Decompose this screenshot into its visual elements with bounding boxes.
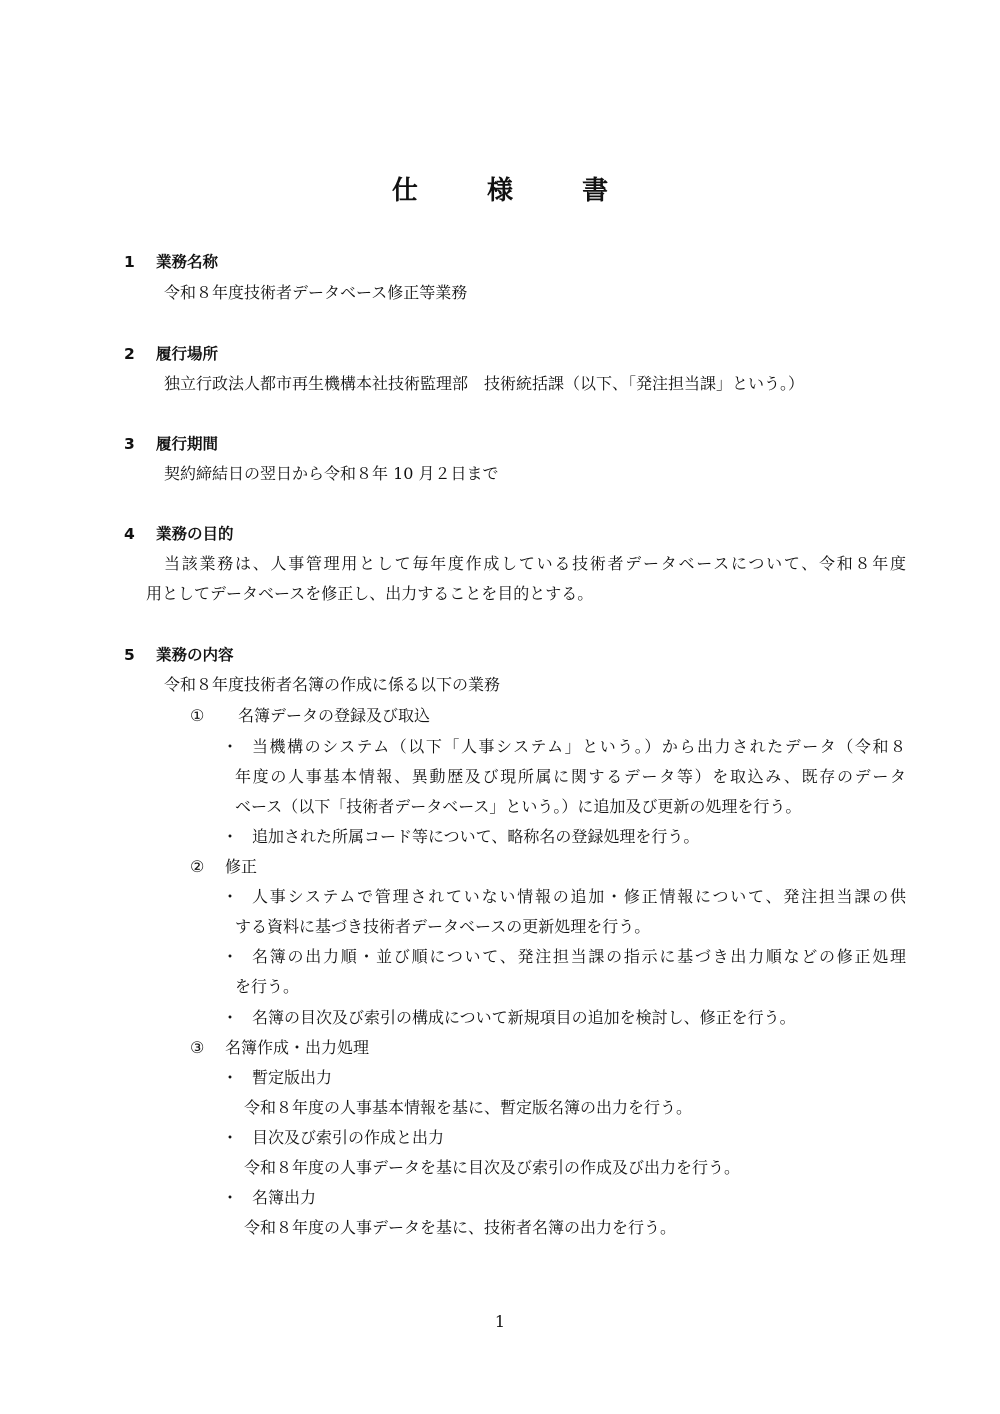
section-number: 3 [124,435,135,453]
sub3-bullet1-body: 令和８年度の人事基本情報を基に、暫定版名簿の出力を行う。 [244,1098,693,1117]
subsection-marker-2: ② [190,857,205,876]
section-heading-3 [124,434,218,454]
bullet-mark: ・ [222,737,239,756]
sub1-bullet2: 追加された所属コード等について、略称名の登録処理を行う。 [252,827,700,846]
section-title: 業務名称 [156,253,219,271]
title-char: 様 [486,176,513,206]
section-heading-4 [124,524,234,544]
subsection-marker-1: ① [190,706,205,725]
section-number: 2 [124,345,135,363]
sub2-bullet2-line1: 名簿の出力順・並び順について、発注担当課の指示に基づき出力順などの修正処理 [252,947,906,966]
sub1-bullet1-line1: 当機構のシステム（以下「人事システム」という。）から出力されたデータ（令和８ [252,737,906,756]
section-3-body: 契約締結日の翌日から令和８年 10 月２日まで [164,464,499,483]
section-heading-5 [124,645,234,665]
bullet-mark: ・ [222,947,239,966]
sub2-bullet2-line2: を行う。 [235,977,300,996]
bullet-mark: ・ [222,1068,239,1087]
sub2-bullet1-line2: する資料に基づき技術者データベースの更新処理を行う。 [235,917,651,936]
section-heading-1 [124,252,218,272]
sub1-bullet1-line2: 年度の人事基本情報、異動歴及び現所属に関するデータ等）を取込み、既存のデータ [235,767,906,786]
section-4-body-line-2: 用としてデータベースを修正し、出力することを目的とする。 [146,584,594,603]
section-title: 業務の内容 [156,646,234,664]
sub3-bullet2-title: 目次及び索引の作成と出力 [252,1128,445,1147]
section-number: 4 [124,525,135,543]
subsection-title-2: 修正 [225,857,258,876]
bullet-mark: ・ [222,1188,239,1207]
sub3-bullet3-title: 名簿出力 [252,1188,317,1207]
subsection-title-3: 名簿作成・出力処理 [225,1038,370,1057]
bullet-mark: ・ [222,1008,239,1027]
section-4-body-line-1: 当該業務は、人事管理用として毎年度作成している技術者データベースについて、令和８年度 [164,554,906,573]
section-title: 業務の目的 [156,525,234,543]
section-title: 履行期間 [156,435,219,453]
sub3-bullet3-body: 令和８年度の人事データを基に、技術者名簿の出力を行う。 [244,1218,677,1237]
sub2-bullet3: 名簿の目次及び索引の構成について新規項目の追加を検討し、修正を行う。 [252,1008,796,1027]
subsection-marker-3: ③ [190,1038,205,1057]
sub3-bullet2-body: 令和８年度の人事データを基に目次及び索引の作成及び出力を行う。 [244,1158,741,1177]
section-heading-2 [124,344,218,364]
document-title [0,170,1000,207]
bullet-mark: ・ [222,1128,239,1147]
sub3-bullet1-title: 暫定版出力 [252,1068,333,1087]
bullet-mark: ・ [222,887,239,906]
sub1-bullet1-line3: ベース（以下「技術者データベース」という。）に追加及び更新の処理を行う。 [235,797,802,816]
title-char: 書 [582,176,609,206]
title-char: 仕 [391,176,418,206]
section-2-body: 独立行政法人都市再生機構本社技術監理部 技術統括課（以下、「発注担当課」という。） [164,374,805,393]
section-title: 履行場所 [156,345,219,363]
section-5-intro: 令和８年度技術者名簿の作成に係る以下の業務 [164,675,501,694]
bullet-mark: ・ [222,827,239,846]
subsection-title-1: 名簿データの登録及び取込 [238,706,431,725]
section-number: 5 [124,646,135,664]
page-number: 1 [494,1312,506,1331]
sub2-bullet1-line1: 人事システムで管理されていない情報の追加・修正情報について、発注担当課の供 [252,887,906,906]
section-1-body: 令和８年度技術者データベース修正等業務 [164,283,468,302]
section-number: 1 [124,253,135,271]
